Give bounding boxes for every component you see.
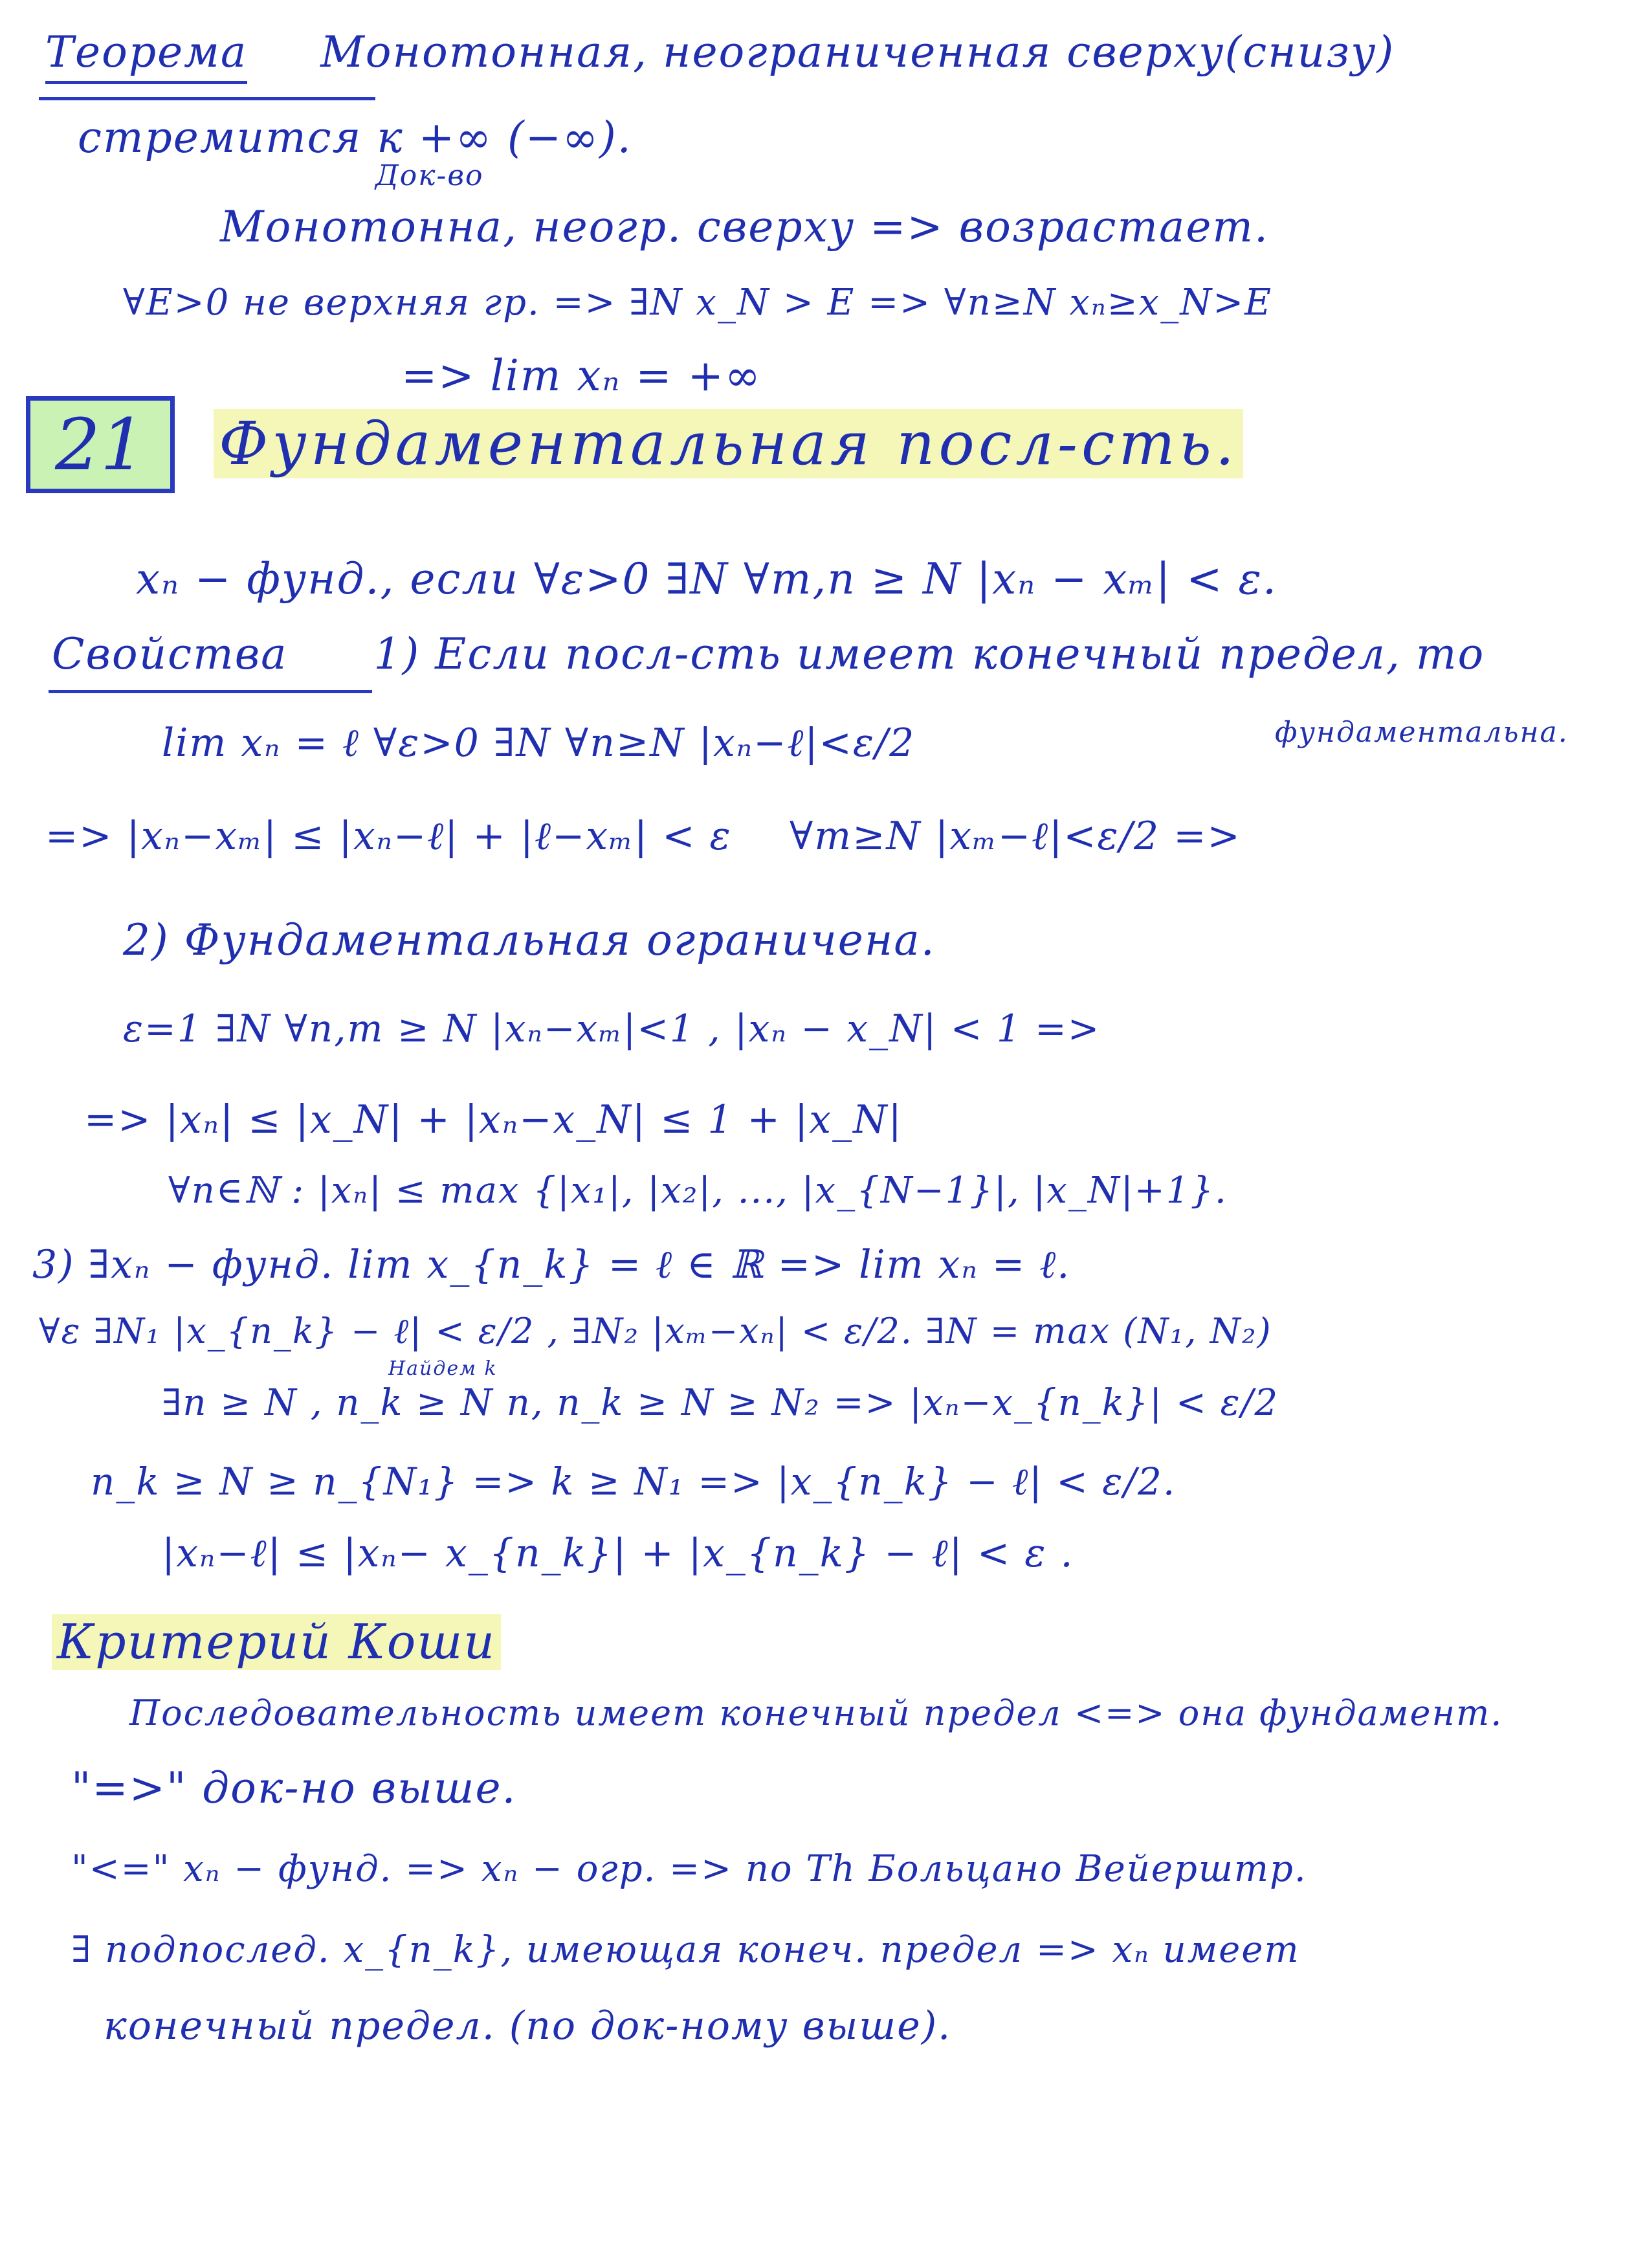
property-3-line-3: ∃n ≥ N , n_k ≥ N n, n_k ≥ N ≥ N₂ => |xₙ−x_{n_k}| < ε/2 bbox=[162, 1382, 1279, 1424]
property-3-line-5: |xₙ−ℓ| ≤ |xₙ− x_{n_k}| + |x_{n_k} − ℓ| < ε . bbox=[162, 1531, 1074, 1576]
theorem-text-2: стремится к +∞ (−∞). bbox=[78, 113, 632, 162]
property-2-line-3: ∀n∈ℕ : |xₙ| ≤ max {|x₁|, |x₂|, ..., |x_{N−1}|, |x_N|+1}. bbox=[168, 1170, 1228, 1212]
proof-line-2: ∀E>0 не верхняя гр. => ∃N x_N > E => ∀n≥N xₙ≥x_N>E bbox=[123, 282, 1273, 324]
property-3-line-1: 3) ∃xₙ − фунд. lim x_{n_k} = ℓ ∈ ℝ => lim xₙ = ℓ. bbox=[32, 1242, 1071, 1287]
definition: xₙ − фунд., если ∀ε>0 ∃N ∀m,n ≥ N |xₙ − xₘ| < ε. bbox=[136, 554, 1277, 604]
proof-line-1: Монотонна, неогр. сверху => возрастает. bbox=[220, 202, 1269, 252]
property-2-line-1: ε=1 ∃N ∀n,m ≥ N |xₙ−xₘ|<1 , |xₙ − x_N| < 1 => bbox=[123, 1006, 1101, 1051]
property-1-line-2b: ∀m≥N |xₘ−ℓ|<ε/2 => bbox=[790, 814, 1241, 859]
proof-line-3: => lim xₙ = +∞ bbox=[401, 351, 762, 401]
theorem-underline bbox=[39, 97, 375, 100]
theorem-header: Теорема bbox=[45, 27, 247, 84]
property-2-title: 2) Фундаментальная ограничена. bbox=[123, 915, 936, 965]
cauchy-line-2: "=>" док-но выше. bbox=[71, 1763, 517, 1813]
property-1-text: 1) Если посл-сть имеет конечный предел, то bbox=[373, 629, 1485, 679]
theorem-text: Монотонная, неограниченная сверху(снизу) bbox=[320, 27, 1395, 77]
property-1-tail: фундаментальна. bbox=[1275, 716, 1569, 749]
property-3-note: Найдем k bbox=[388, 1357, 498, 1380]
property-1-line-1: lim xₙ = ℓ ∀ε>0 ∃N ∀n≥N |xₙ−ℓ|<ε/2 bbox=[162, 720, 916, 766]
properties-underline bbox=[49, 690, 372, 693]
section-number: 21 bbox=[26, 396, 175, 493]
cauchy-line-3: "<=" xₙ − фунд. => xₙ − огр. => по Th Больцано Вейерштр. bbox=[71, 1848, 1307, 1890]
cauchy-header: Критерий Коши bbox=[52, 1614, 501, 1670]
property-2-line-2: => |xₙ| ≤ |x_N| + |xₙ−x_N| ≤ 1 + |x_N| bbox=[84, 1097, 903, 1142]
proof-label: Док-во bbox=[375, 159, 484, 192]
property-1-line-2a: => |xₙ−xₘ| ≤ |xₙ−ℓ| + |ℓ−xₘ| < ε bbox=[45, 814, 732, 859]
section-title: Фундаментальная посл-сть. bbox=[214, 409, 1243, 478]
cauchy-line-4: ∃ подпослед. x_{n_k}, имеющая конеч. предел => xₙ имеет bbox=[71, 1929, 1300, 1971]
property-3-line-2: ∀ε ∃N₁ |x_{n_k} − ℓ| < ε/2 , ∃N₂ |xₘ−xₙ| < ε/2. ∃N = max (N₁, N₂) bbox=[39, 1311, 1272, 1351]
properties-header: Свойства bbox=[52, 629, 288, 679]
cauchy-line-5: конечный предел. (по док-ному выше). bbox=[104, 2003, 952, 2049]
property-3-line-4: n_k ≥ N ≥ n_{N₁} => k ≥ N₁ => |x_{n_k} − ℓ| < ε/2. bbox=[91, 1460, 1177, 1504]
cauchy-line-1: Последовательность имеет конечный предел <=> она фундамент. bbox=[129, 1693, 1503, 1733]
